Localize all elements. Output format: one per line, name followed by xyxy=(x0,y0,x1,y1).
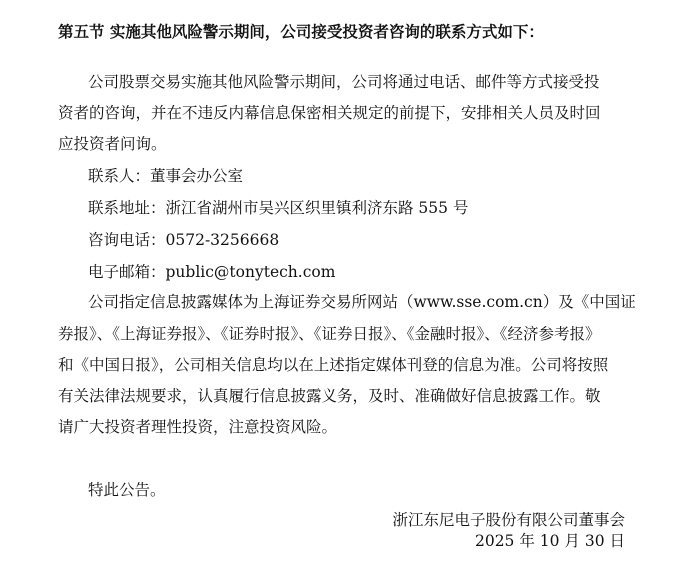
contact-person: 联系人：董事会办公室 xyxy=(88,167,244,185)
signature-date: 2025 年 10 月 30 日 xyxy=(474,532,625,550)
contact-address: 联系地址：浙江省湖州市吴兴区织里镇利济东路 555 号 xyxy=(88,199,469,217)
paragraph-1-line-2: 资者的咨询，并在不违反内幕信息保密相关规定的前提下，安排相关人员及时回 xyxy=(58,104,601,122)
paragraph-1-line-3: 应投资者问询。 xyxy=(58,135,167,153)
closing-statement: 特此公告。 xyxy=(88,481,166,499)
paragraph-2-line-2: 券报》、《上海证券报》、《证券时报》、《证券日报》、《金融时报》、《经济参考报》 xyxy=(58,325,601,343)
section-heading: 第五节 实施其他风险警示期间，公司接受投资者咨询的联系方式如下： xyxy=(58,22,544,41)
paragraph-2-line-1: 公司指定信息披露媒体为上海证券交易所网站（www.sse.com.cn）及《中国证 xyxy=(88,293,636,311)
contact-phone: 咨询电话：0572-3256668 xyxy=(88,231,280,249)
paragraph-1-line-1: 公司股票交易实施其他风险警示期间，公司将通过电话、邮件等方式接受投 xyxy=(88,73,600,91)
paragraph-2-line-5: 请广大投资者理性投资，注意投资风险。 xyxy=(58,418,338,436)
paragraph-2-line-4: 有关法律法规要求，认真履行信息披露义务，及时、准确做好信息披露工作。敬 xyxy=(58,387,601,405)
contact-email: 电子邮箱：public@tonytech.com xyxy=(88,263,336,281)
signature-company: 浙江东尼电子股份有限公司董事会 xyxy=(392,511,625,529)
paragraph-2-line-3: 和《中国日报》，公司相关信息均以在上述指定媒体刊登的信息为准。公司将按照 xyxy=(58,356,609,374)
